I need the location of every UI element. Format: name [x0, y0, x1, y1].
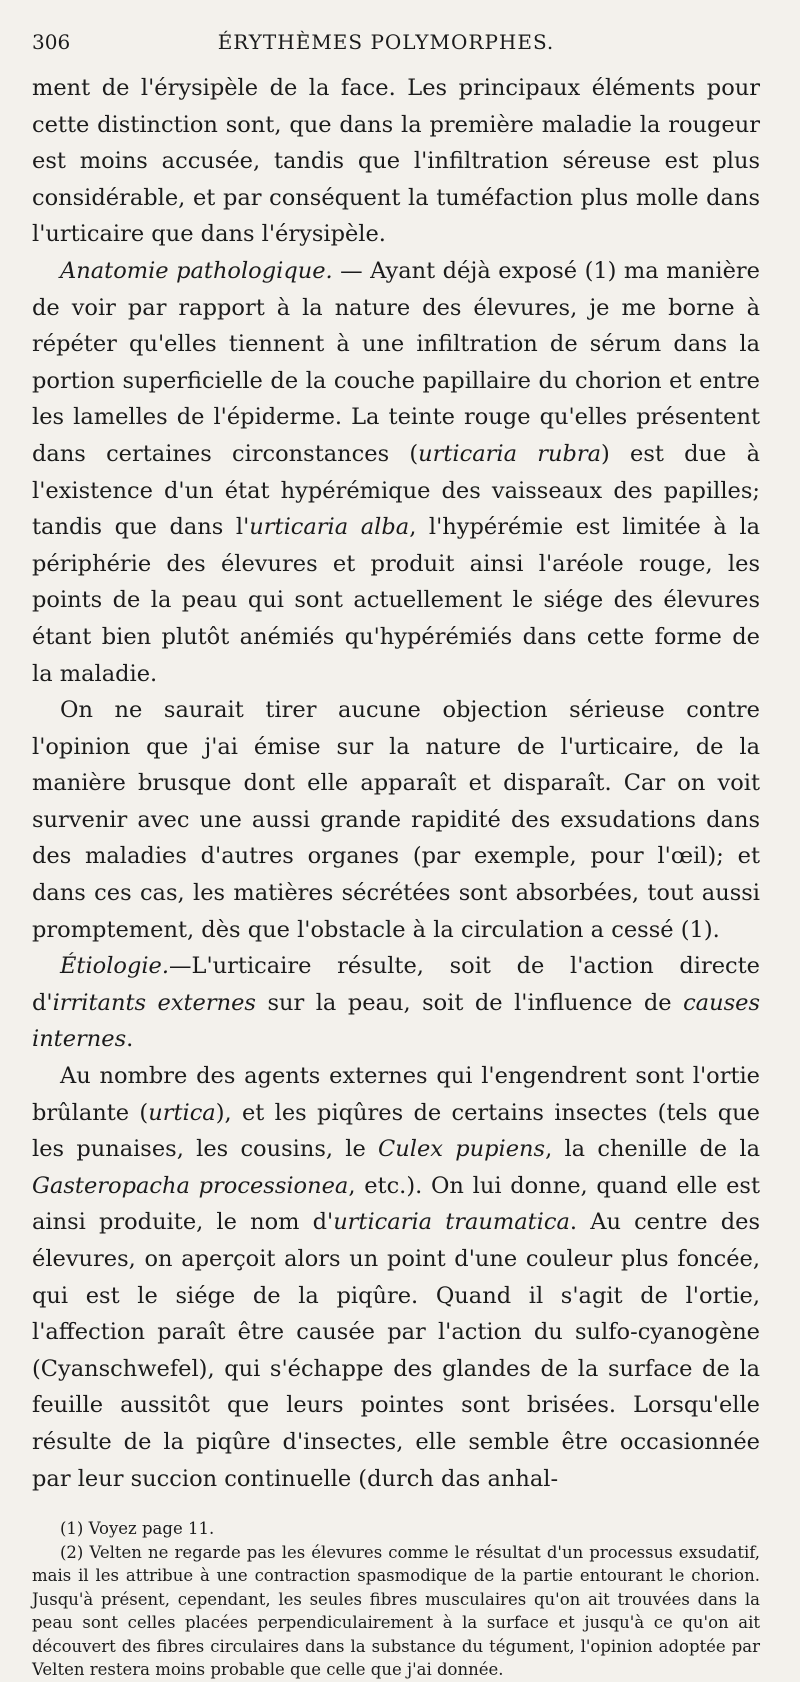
paragraph-etiologie: Étiologie.—L'urticaire résulte, soit de l'action directe d'irritants externes sur la peau, soit de l'influence de causes internes.: [32, 953, 760, 1053]
running-title: ÉRYTHÈMES POLYMORPHES.: [217, 30, 555, 54]
running-header: [32, 30, 760, 70]
paragraph-anatomie-pathologique: Anatomie pathologique. — Ayant déjà exposé (1) ma manière de voir par rapport à la nature des élevures, je me borne à répéter qu'elles tiennent à une infiltration de sérum dans la portion superficielle de la couche papillaire du chorion et entre les lamelles de l'épiderme. La teinte rouge qu'elles présentent dans certaines circonstances (urticaria rubra) est due à l'existence d'un état hypérémique des vaisseaux des papilles; tandis que dans l'urticaria alba, l'hypérémie est limitée à la périphérie des élevures et produit ainsi l'aréole rouge, les points de la peau qui sont actuellement le siége des élevures étant bien plutôt anémiés qu'hypérémiés dans cette forme de la maladie.: [32, 257, 760, 687]
page-number: 306: [32, 30, 71, 54]
section-heading-anatomie: Anatomie pathologique.: [60, 257, 333, 284]
footnote-2: (2) Velten ne regarde pas les élevures comme le résultat d'un processus exsudatif, mais il les attribue à une contraction spasmodique de la partie entourant le chorion. Jusqu'à présent, cependant, les seules fibres musculaires qu'on ait trouvées dans la peau sont celles placées perpendiculairement à la surface et jusqu'à ce qu'on ait découvert des fibres circulaires dans la substance du tégument, l'opinion adoptée par Velten restera moins probable que celle que j'ai donnée.: [32, 1542, 760, 1680]
term-irritants-externes: irritants externes: [52, 989, 256, 1016]
paragraph-agents-externes: Au nombre des agents externes qui l'engendrent sont l'ortie brûlante (urtica), et les piqûres de certains insectes (tels que les punaises, les cousins, le Culex pupiens, la chenille de la Gasteropacha processionea, etc.). On lui donne, quand elle est ainsi produite, le nom d'urticaria traumatica. Au centre des élevures, on aperçoit alors un point d'une couleur plus foncée, qui est le siége de la piqûre. Quand il s'agit de l'ortie, l'affection paraît être causée par l'action du sulfo-cyanogène (Cyanschwefel), qui s'échappe des glandes de la surface de la feuille aussitôt que leurs pointes sont brisées. Lorsqu'elle résulte de la piqûre d'insectes, elle semble être occasionnée par leur succion continuelle (durch das anhal-: [32, 1063, 760, 1492]
paragraph-erysipele-continuation: ment de l'érysipèle de la face. Les principaux éléments pour cette distinction sont, que dans la première maladie la rougeur est moins accusée, tandis que l'infiltration séreuse est plus considérable, et par conséquent la tuméfaction plus molle dans l'urticaire que dans l'érysipèle.: [32, 75, 760, 248]
term-urticaria-traumatica: urticaria traumatica: [333, 1209, 570, 1236]
term-culex-pupiens: Culex pupiens: [378, 1136, 546, 1163]
footnotes: [32, 1517, 760, 1682]
term-gasteropacha: Gasteropacha processionea: [32, 1172, 349, 1199]
term-urticaria-alba: urticaria alba: [249, 514, 410, 541]
section-heading-etiologie: Étiologie.: [60, 953, 170, 980]
footnote-1: (1) Voyez page 11.: [60, 1519, 215, 1539]
term-causes-internes: causes internes: [32, 989, 760, 1053]
term-urtica: urtica: [148, 1099, 216, 1126]
term-urticaria-rubra: urticaria rubra: [418, 440, 602, 467]
footnote-separator: [32, 1497, 760, 1517]
body-text: [32, 70, 760, 1497]
paragraph-objection: On ne saurait tirer aucune objection sérieuse contre l'opinion que j'ai émise sur la nature de l'urticaire, de la manière brusque dont elle apparaît et disparaît. Car on voit survenir avec une aussi grande rapidité des exsudations dans des maladies d'autres organes (par exemple, pour l'œil); et dans ces cas, les matières sécrétées sont absorbées, tout aussi promptement, dès que l'obstacle à la circulation a cessé (1).: [32, 697, 760, 943]
